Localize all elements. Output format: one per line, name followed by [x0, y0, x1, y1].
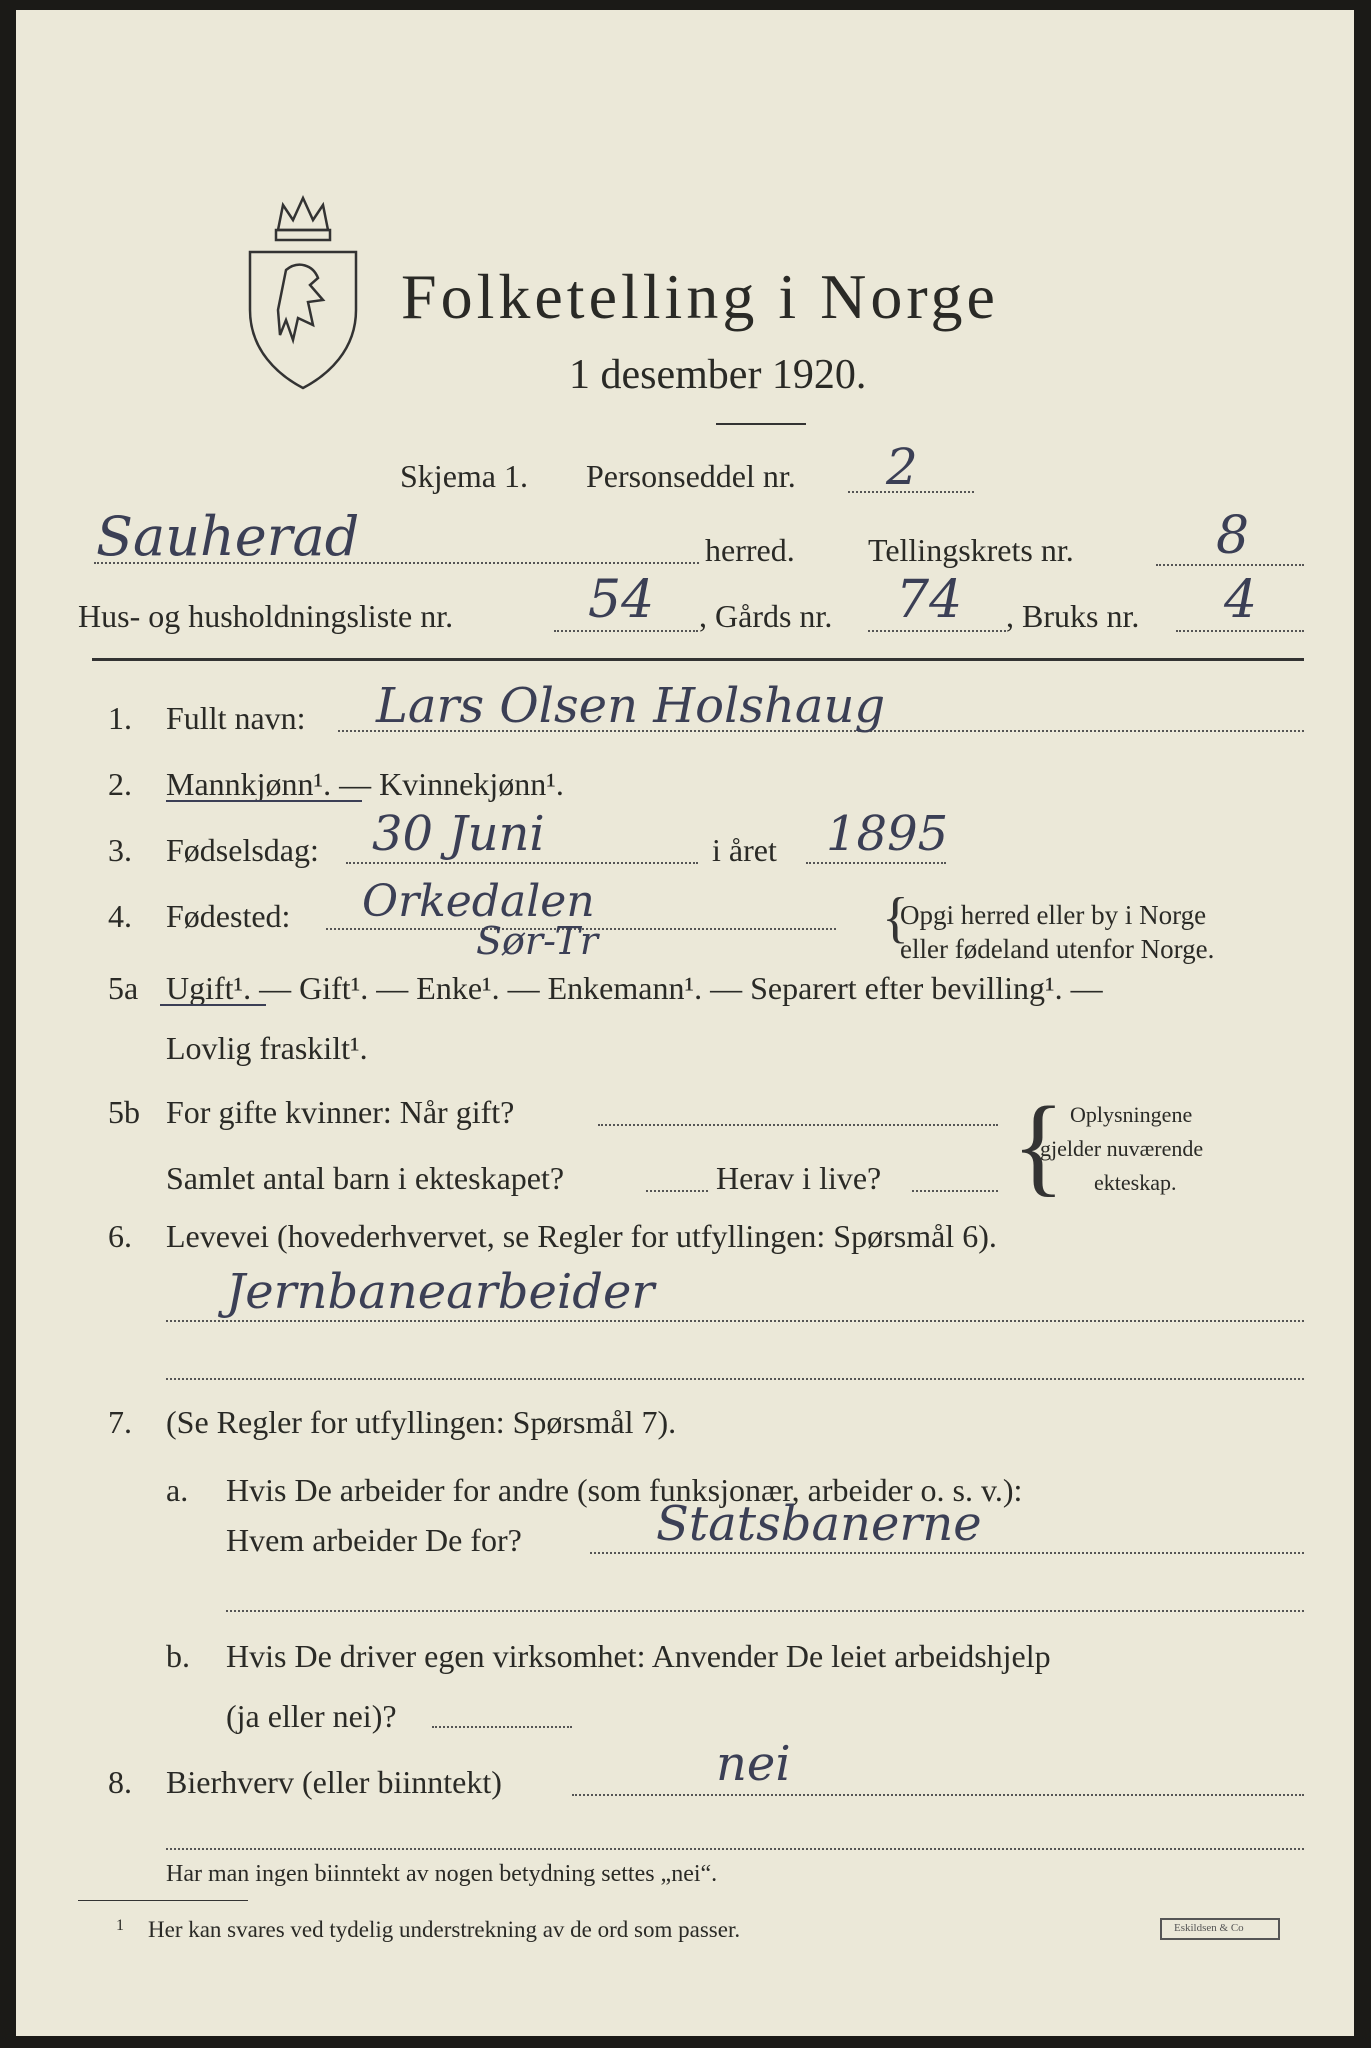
q8-number: 8.: [108, 1764, 132, 1800]
footnote-text: Her kan svares ved tydelig understrekning av de ord som passer.: [148, 1917, 741, 1942]
q3-number: 3.: [108, 832, 132, 868]
q7b-letter: b.: [166, 1638, 190, 1674]
printer-stamp-text: Eskildsen & Co: [1174, 1922, 1244, 1934]
q8-line2: [166, 1848, 1304, 1850]
q6-line2: [166, 1378, 1304, 1380]
q5b-text3: Herav i live?: [716, 1160, 882, 1196]
q4-note2: eller fødeland utenfor Norge.: [900, 934, 1215, 964]
q5b-line2: [646, 1190, 708, 1192]
q4-number: 4.: [108, 898, 132, 934]
q5a-number: 5a: [108, 970, 139, 1006]
q3-line: [346, 862, 698, 864]
husliste-line: [554, 630, 698, 632]
herred-value: Sauherad: [96, 505, 360, 568]
q5b-note3: ekteskap.: [1094, 1170, 1177, 1195]
q4-note1: Opgi herred eller by i Norge: [900, 900, 1207, 930]
q8-value: nei: [716, 1736, 791, 1792]
herred-line: [94, 562, 699, 564]
q3-value: 30 Juni: [372, 806, 545, 862]
q7a-text2: Hvem arbeider De for?: [226, 1522, 522, 1558]
q5a-underline: [160, 1004, 266, 1006]
q8-line: [572, 1794, 1304, 1796]
census-form: [16, 10, 1354, 2036]
q7a-text: Hvis De arbeider for andre (som funksjonær, arbeider o. s. v.):: [226, 1472, 1023, 1508]
q7-number: 7.: [108, 1404, 132, 1440]
q4-value2: Sør-Tr: [476, 919, 599, 963]
q5b-note1: Oplysningene: [1070, 1102, 1193, 1127]
q6-line: [166, 1320, 1304, 1322]
gards-value: 74: [896, 570, 963, 630]
title-divider: [716, 423, 806, 425]
bruks-value: 4: [1224, 570, 1258, 630]
q6-value: Jernbanearbeider: [226, 1264, 655, 1320]
q5b-line: [598, 1124, 998, 1126]
q3-year-label: i året: [712, 832, 777, 868]
husliste-value: 54: [588, 570, 655, 630]
q5b-text: For gifte kvinner: Når gift?: [166, 1094, 515, 1130]
q6-text: Levevei (hovederhvervet, se Regler for utfyllingen: Spørsmål 6).: [166, 1218, 997, 1254]
footnote-rule: [78, 1900, 248, 1901]
q7b-text2: (ja eller nei)?: [226, 1698, 397, 1734]
personseddel-label: Personseddel nr.: [586, 458, 796, 494]
header-rule: [92, 658, 1304, 661]
q3-label: Fødselsdag:: [166, 832, 319, 868]
q3-year-line: [806, 862, 946, 864]
gards-label: , Gårds nr.: [699, 598, 833, 634]
q7a-letter: a.: [166, 1472, 189, 1508]
bruks-line: [1176, 630, 1304, 632]
q7a-line2: [226, 1610, 1304, 1612]
printer-stamp: [1160, 1918, 1280, 1940]
skjema-label: Skjema 1.: [400, 458, 528, 494]
form-title: Folketelling i Norge: [401, 261, 999, 332]
q7b-line: [432, 1726, 572, 1728]
q8-text: Bierhverv (eller biinntekt): [166, 1764, 502, 1800]
gards-line: [868, 630, 1006, 632]
husliste-label: Hus- og husholdningsliste nr.: [78, 598, 454, 634]
herred-label: herred.: [705, 532, 795, 568]
q1-label: Fullt navn:: [166, 700, 306, 736]
q2-underline: [166, 800, 362, 802]
q5b-note2: gjelder nuværende: [1040, 1136, 1204, 1161]
footnote-mark: 1: [116, 1917, 124, 1934]
tellingskrets-value: 8: [1216, 506, 1250, 566]
q4-value: Orkedalen: [362, 876, 595, 927]
footer-note: Har man ingen biinntekt av nogen betydning settes „nei“.: [166, 1861, 718, 1887]
q3-year-value: 1895: [826, 806, 949, 862]
q6-number: 6.: [108, 1218, 132, 1254]
q5b-number: 5b: [108, 1094, 140, 1130]
q7b-text: Hvis De driver egen virksomhet: Anvender De leiet arbeidshjelp: [226, 1638, 1051, 1674]
q5b-brace: {: [1012, 1084, 1065, 1206]
coat-of-arms-icon: [238, 190, 368, 395]
q2-text: Mannkjønn¹. — Kvinnekjønn¹.: [166, 766, 564, 802]
q7a-value: Statsbanerne: [656, 1496, 982, 1552]
q1-value: Lars Olsen Holshaug: [376, 678, 886, 734]
tellingskrets-label: Tellingskrets nr.: [868, 532, 1074, 568]
q5b-line3: [912, 1190, 998, 1192]
bruks-label: , Bruks nr.: [1006, 598, 1140, 634]
q5b-text2: Samlet antal barn i ekteskapet?: [166, 1160, 565, 1196]
q7a-line: [590, 1552, 1304, 1554]
q2-number: 2.: [108, 766, 132, 802]
census-date: 1 desember 1920.: [569, 352, 867, 398]
personseddel-value: 2: [886, 438, 918, 496]
q1-number: 1.: [108, 700, 132, 736]
q7-text: (Se Regler for utfyllingen: Spørsmål 7).: [166, 1404, 677, 1440]
q4-label: Fødested:: [166, 898, 291, 934]
q5a-text2: Lovlig fraskilt¹.: [166, 1030, 368, 1066]
q5a-text: Ugift¹. — Gift¹. — Enke¹. — Enkemann¹. — Separert efter bevilling¹. —: [166, 970, 1103, 1006]
q4-brace: {: [882, 887, 909, 949]
